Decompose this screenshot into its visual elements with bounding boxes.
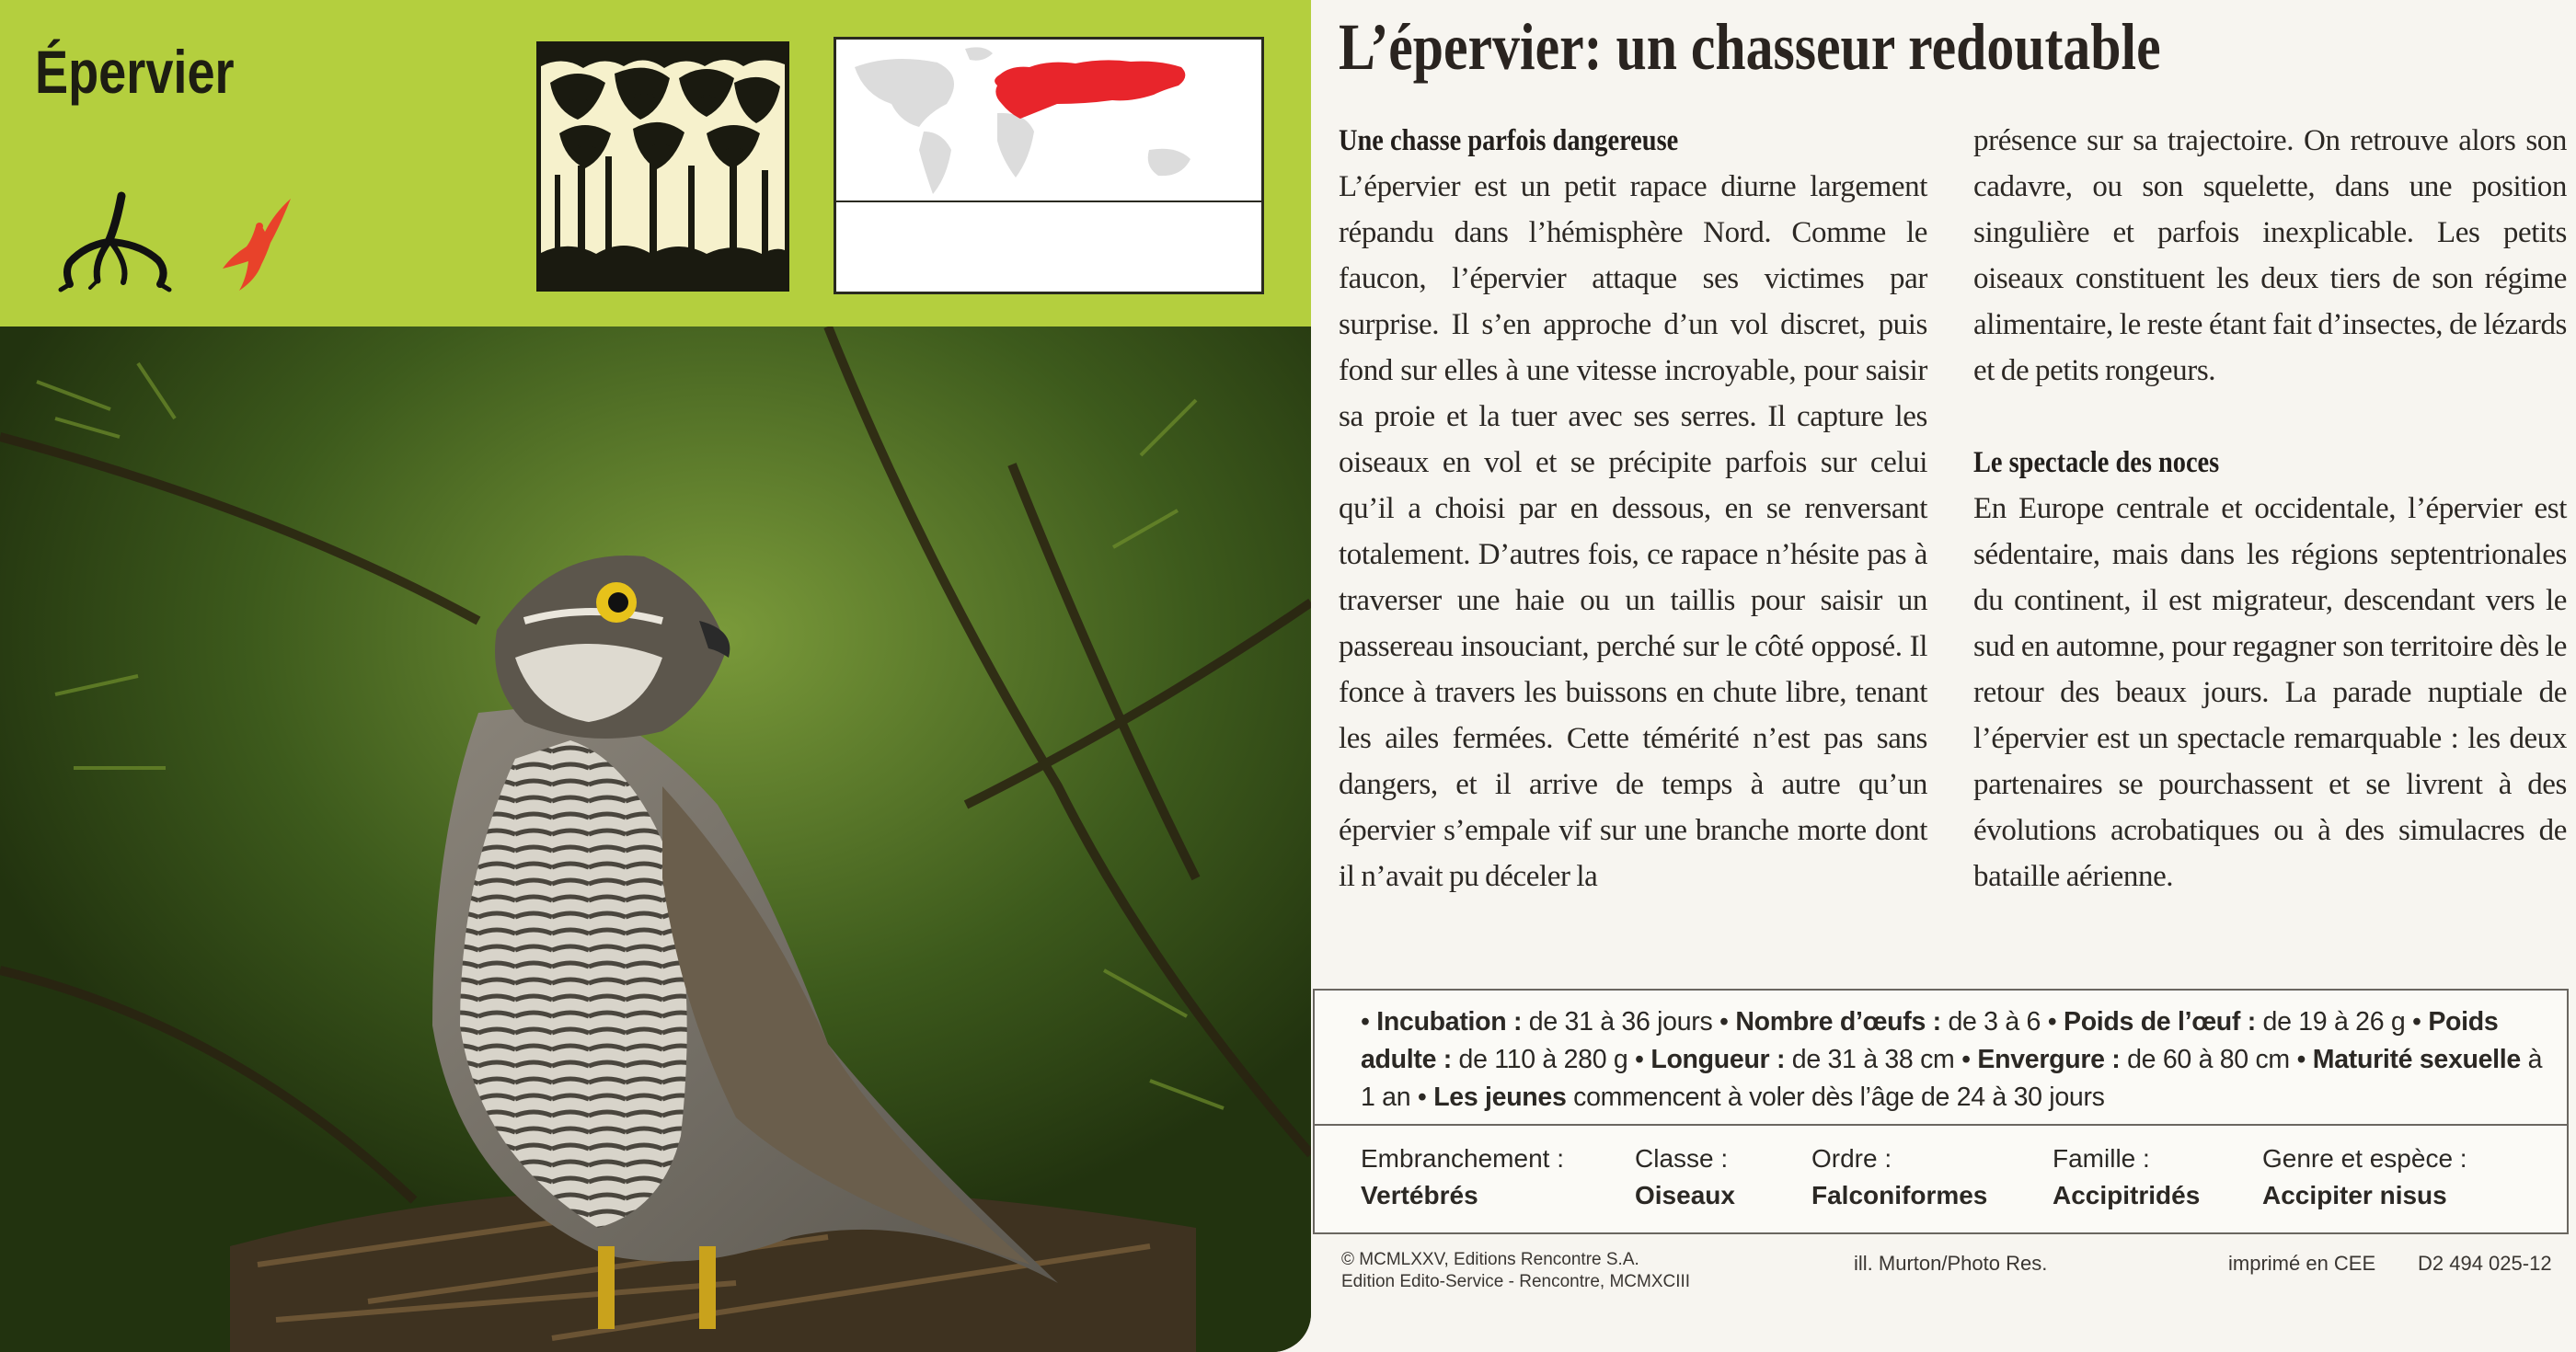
taxonomy-classe: Classe : Oiseaux (1635, 1144, 1735, 1209)
article-title: L’épervier: un chasseur redoutable (1339, 10, 2161, 84)
fact-item: • Poids adulte : de 110 à 280 g (1361, 1007, 2499, 1074)
section-body-hunt: L’épervier est un petit rapace diurne largement répandu dans l’hémisphère Nord. Comme le faucon, l’épervier attaque ses victimes par surprise. Il s’en approche d’un vol discret, puis fond sur elles à une vitesse incroyable, pour saisir sa proie et la tuer avec ses serres. Il capture les oiseaux en vol et se précipite parfois sur celui qu’il a choisi par en dessous, en se renversant totalement. D’autres fois, ce rapace n’hésite pas à traverser une haie ou un taillis pour saisir un passereau insouciant, perché sur le côté opposé. Il fonce à travers les buissons en chute libre, tenant les ailes fermées. Cette témérité n’est pas sans dangers, et il arrive de temps à autre qu’un épervier s’empale vif sur une branche morte dont il n’avait pu déceler la (1339, 170, 1927, 893)
bird-illustration (0, 327, 1311, 1352)
sparrowhawk-photo (0, 327, 1311, 1352)
taxonomy-embranchement: Embranchement : Vertébrés (1361, 1144, 1564, 1209)
facts-list (1361, 1003, 2547, 1117)
taxonomy-genre-espece: Genre et espèce : Accipiter nisus (2262, 1144, 2467, 1209)
world-map-icon (836, 40, 1261, 198)
distribution-map (834, 37, 1264, 294)
facts-box (1313, 989, 2569, 1234)
talon-icon (57, 189, 177, 294)
fact-item: • Longueur : de 31 à 38 cm (1635, 1045, 1955, 1074)
facts-divider (1315, 1124, 2567, 1126)
section-body-courtship: En Europe centrale et occidentale, l’épervier est sédentaire, mais dans les régions septentrionales du continent, il est migrateur, descendant vers le sud en automne, pour regagner son territoire dès le retour des beaux jours. La parade nuptiale de l’épervier est un spectacle remarquable : les deux partenaires se pourchassent et se livrent à des évolutions acrobatiques ou à des simulacres de bataille aérienne. (1973, 492, 2567, 893)
fact-item: • Nombre d’œufs : de 3 à 6 (1719, 1007, 2041, 1037)
section-body-hunt-continued: présence sur sa trajectoire. On retrouve alors son cadavre, ou son squelette, dans une position singulière et parfois inexplicable. Les petits oiseaux constituent les deux tiers de son régime alimentaire, le reste étant fait d’insectes, de lézards et de petits rongeurs. (1973, 124, 2567, 387)
taxonomy-famille: Famille : Accipitridés (2053, 1144, 2201, 1209)
fact-item: • Maturité sexuelle à 1 an (1361, 1045, 2543, 1112)
text-column-2 (1973, 118, 2567, 899)
print-info: imprimé en CEE (2228, 1252, 2376, 1275)
taxonomy-ordre: Ordre : Falconiformes (1811, 1144, 1988, 1209)
species-name: Épervier (35, 38, 235, 106)
fact-item: • Poids de l’œuf : de 19 à 26 g (2047, 1007, 2406, 1037)
fact-item: • Envergure : de 60 à 80 cm (1961, 1045, 2290, 1074)
photo-credit: ill. Murton/Photo Res. (1854, 1252, 2048, 1275)
text-column-1 (1339, 118, 1927, 899)
fact-item: • Les jeunes commencent à voler dès l’âge de 24 à 30 jours (1417, 1083, 2105, 1112)
section-heading-courtship: Le spectacle des noces (1973, 446, 2220, 479)
copyright: © MCMLXXV, Editions Rencontre S.A. Edition Edito-Service - Rencontre, MCMXCIII (1341, 1250, 1691, 1291)
card-code: D2 494 025-12 (2418, 1252, 2552, 1275)
forest-habitat-icon (536, 41, 789, 292)
map-divider (836, 201, 1261, 202)
card-header (0, 0, 1311, 327)
section-heading-hunt: Une chasse parfois dangereuse (1339, 124, 1679, 157)
flying-raptor-icon (219, 193, 302, 294)
fact-item: • Incubation : de 31 à 36 jours (1361, 1007, 1713, 1037)
